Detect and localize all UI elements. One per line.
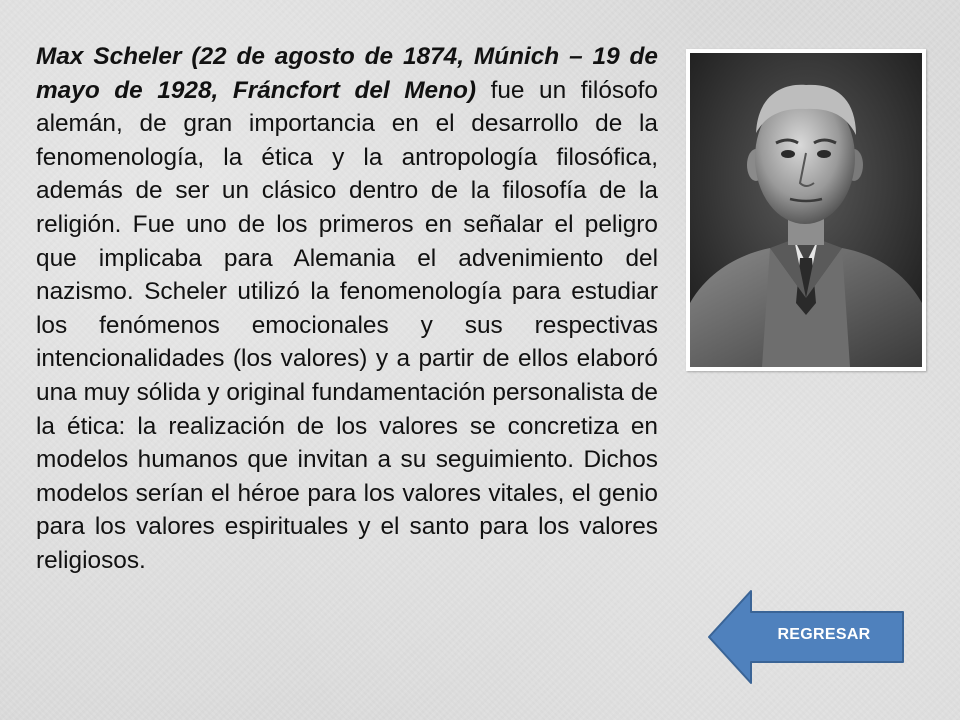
biography-paragraph <box>36 40 658 578</box>
biography-body: fue un filósofo alemán, de gran importancia en el desarrollo de la fenomenología, la ética y la antropología filosófica, además de ser un clásico dentro de la filosofía de la religión. Fue uno de los primeros en señalar el peligro que implicaba para Alemania el advenimiento del nazismo. Scheler utilizó la fenomenología para estudiar los fenómenos emocionales y sus respectivas intencionalidades (los valores) y a partir de ellos elaboró una muy sólida y original fundamentación personalista de la ética: la realización de los valores se concretiza en modelos humanos que invitan a su seguimiento. Dichos modelos serían el héroe para los valores vitales, el genio para los valores espirituales y el santo para los valores religiosos. <box>36 76 658 574</box>
portrait-image <box>690 53 922 367</box>
regresar-button[interactable] <box>707 588 907 686</box>
portrait-photo <box>686 49 926 371</box>
regresar-label: REGRESAR <box>777 626 871 643</box>
biography-lead: Max Scheler (22 de agosto de 1874, Múnich – 19 de mayo de 1928, Fráncfort del Meno) <box>36 43 658 104</box>
